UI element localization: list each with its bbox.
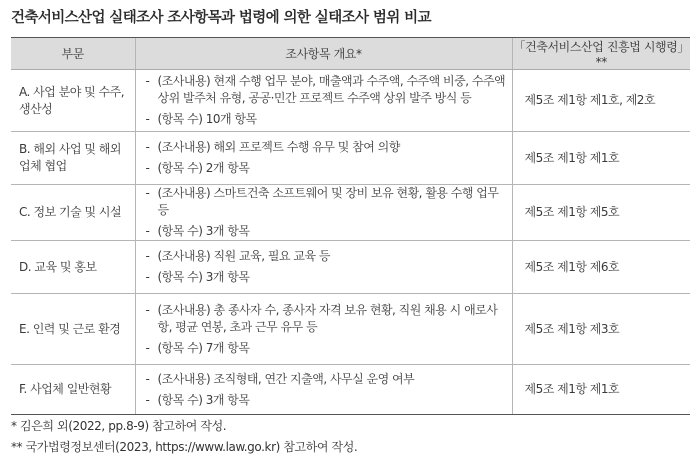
table-row xyxy=(11,365,690,415)
list-item xyxy=(146,160,512,177)
bullet-dash: - xyxy=(145,371,150,386)
item-text: (항목 수) 3개 항목 xyxy=(157,270,250,284)
page-title: 건축서비스산업 실태조사 조사항목과 법령에 의한 실태조사 범위 비교 xyxy=(11,10,431,26)
list-item xyxy=(146,73,512,107)
row-items xyxy=(135,132,512,185)
list-item xyxy=(146,185,512,219)
item-text: (조사내용) 스마트건축 소프트웨어 및 장비 보유 현황, 활용 수행 업무 등 xyxy=(157,186,499,217)
row-items xyxy=(135,185,512,241)
list-item xyxy=(146,340,512,357)
bullet-dash: - xyxy=(145,392,150,407)
list-item xyxy=(146,248,512,265)
list-item xyxy=(146,269,512,286)
table-row xyxy=(11,132,690,185)
bullet-dash: - xyxy=(145,249,150,263)
row-law: 제5조 제1항 제5호 xyxy=(512,185,690,241)
row-items xyxy=(135,365,512,415)
comparison-table xyxy=(11,37,690,415)
table-row xyxy=(11,185,690,241)
row-category: E. 인력 및 근로 환경 xyxy=(11,294,135,365)
bullet-dash: - xyxy=(145,140,150,154)
row-items xyxy=(135,70,512,132)
bullet-dash: - xyxy=(145,74,150,88)
footnote-source: * 김은희 외(2022, pp.8-9) 참고하여 작성. xyxy=(11,419,227,433)
bullet-dash: - xyxy=(145,112,150,126)
bullet-dash: - xyxy=(145,186,150,200)
item-text: (항목 수) 7개 항목 xyxy=(157,340,250,355)
item-text: (조사내용) 현재 수행 업무 분야, 매출액과 수주액, 수주액 비중, 수주액 상위 발주처 유형, 공공·민간 프로젝트 수주액 상위 발주 방식 등 xyxy=(157,74,506,105)
row-items xyxy=(135,241,512,294)
bullet-dash: - xyxy=(145,161,150,175)
header-law: 「건축서비스산업 진흥법 시행령」** xyxy=(512,38,690,70)
list-item xyxy=(146,111,512,128)
list-item xyxy=(146,302,512,336)
list-item xyxy=(146,223,512,240)
row-law: 제5조 제1항 제1호 xyxy=(512,132,690,185)
row-law: 제5조 제1항 제1호 xyxy=(512,365,690,415)
item-text: (조사내용) 총 종사자 수, 종사자 자격 보유 현황, 직원 채용 시 애로사항, 평균 연봉, 초과 근무 유무 등 xyxy=(157,302,498,334)
item-text: (조사내용) 조직형태, 연간 지출액, 사무실 운영 여부 xyxy=(157,371,415,386)
bullet-dash: - xyxy=(145,340,150,355)
row-category: F. 사업체 일반현황 xyxy=(11,365,135,415)
header-category: 부문 xyxy=(11,38,135,70)
item-text: (조사내용) 직원 교육, 필요 교육 등 xyxy=(157,249,330,263)
table-row xyxy=(11,294,690,365)
bullet-dash: - xyxy=(145,270,150,284)
row-items xyxy=(135,294,512,365)
table-header-row xyxy=(11,38,690,70)
item-text: (항목 수) 10개 항목 xyxy=(157,112,257,126)
row-category: D. 교육 및 홍보 xyxy=(11,241,135,294)
list-item xyxy=(146,139,512,156)
item-text: (항목 수) 3개 항목 xyxy=(157,224,250,238)
row-law: 제5조 제1항 제3호 xyxy=(512,294,690,365)
table-row xyxy=(11,241,690,294)
row-law: 제5조 제1항 제1호, 제2호 xyxy=(512,70,690,132)
table-row xyxy=(11,70,690,132)
item-text: (조사내용) 해외 프로젝트 수행 유무 및 참여 의향 xyxy=(157,140,400,154)
row-law: 제5조 제1항 제6호 xyxy=(512,241,690,294)
row-category: A. 사업 분야 및 수주, 생산성 xyxy=(11,70,135,132)
row-category: B. 해외 사업 및 해외 업체 협업 xyxy=(11,132,135,185)
header-survey-items: 조사항목 개요* xyxy=(135,38,512,70)
item-text: (항목 수) 2개 항목 xyxy=(157,161,250,175)
bullet-dash: - xyxy=(145,302,150,317)
footnote-law-source: ** 국가법령정보센터(2023, https://www.law.go.kr) 참고하여 작성. xyxy=(11,440,358,454)
item-text: (항목 수) 3개 항목 xyxy=(157,392,250,407)
list-item xyxy=(146,392,512,409)
bullet-dash: - xyxy=(145,224,150,238)
row-category: C. 정보 기술 및 시설 xyxy=(11,185,135,241)
list-item xyxy=(146,371,512,388)
